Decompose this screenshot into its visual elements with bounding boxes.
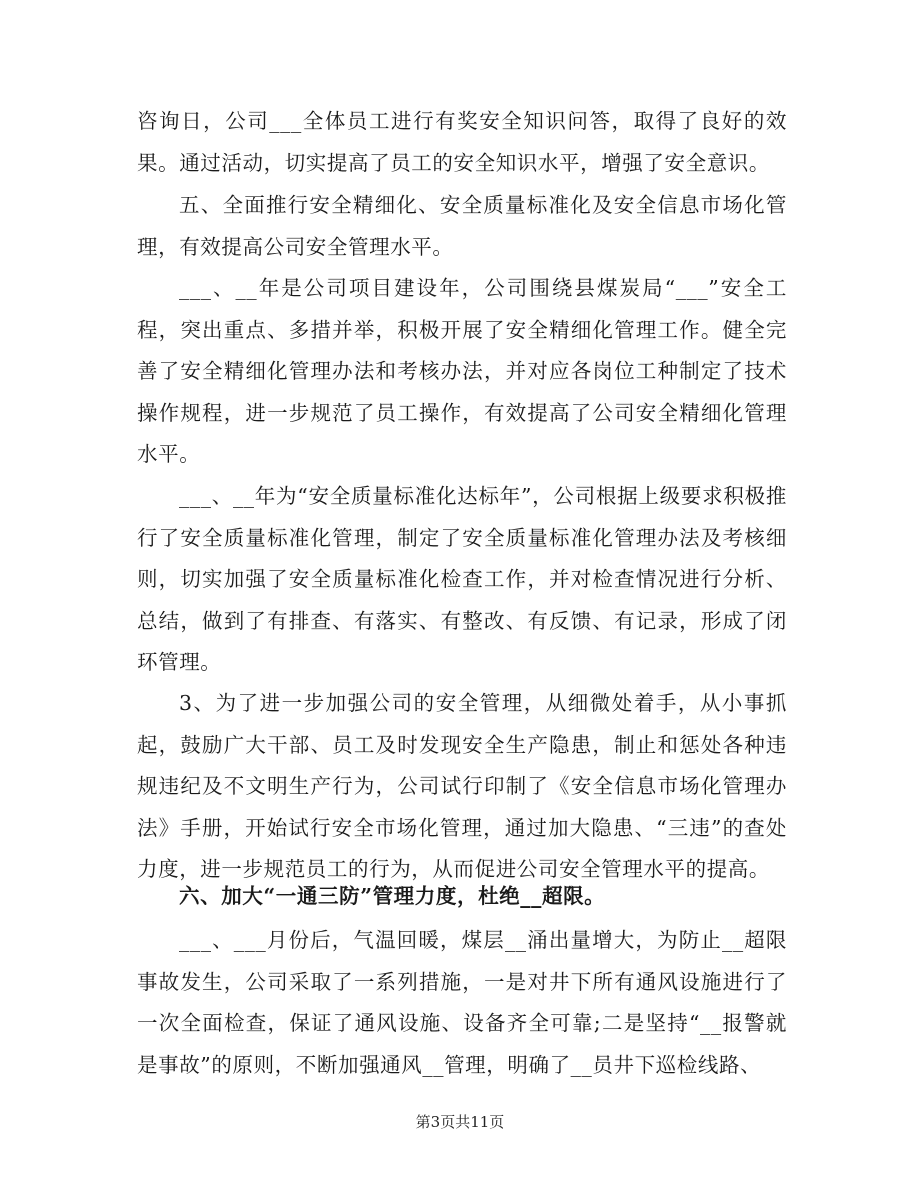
paragraph-3: ___、__年是公司项目建设年，公司围绕县煤炭局“___”安全工程，突出重点、多措并举，积极开展了安全精细化管理工作。健全完善了安全精细化管理办法和考核办法，并对应各岗位工种制定了技术操作规程，进一步规范了员工操作，有效提高了公司安全精细化管理水平。 bbox=[137, 276, 787, 466]
page-number-footer: 第3页共11页 bbox=[415, 1113, 505, 1131]
paragraph-1: 咨询日，公司___全体员工进行有奖安全知识问答，取得了良好的效果。通过活动，切实提高了员工的安全知识水平，增强了安全意识。 bbox=[137, 109, 787, 175]
paragraph-2-section-five-heading: 五、全面推行安全精细化、安全质量标准化及安全信息市场化管理，有效提高公司安全管理水平。 bbox=[137, 193, 787, 259]
paragraph-7: ___、___月份后，气温回暖，煤层__涌出量增大，为防止__超限事故发生，公司采取了一系列措施，一是对井下所有通风设施进行了一次全面检查，保证了通风设施、设备齐全可靠;二是坚持“__报警就是事故”的原则，不断加强通风__管理，明确了__员井下巡检线路、 bbox=[137, 928, 787, 1077]
paragraph-5: 3、为了进一步加强公司的安全管理，从细微处着手，从小事抓起，鼓励广大干部、员工及时发现安全生产隐患，制止和惩处各种违规违纪及不文明生产行为，公司试行印制了《安全信息市场化管理办法》手册，开始试行安全市场化管理，通过加大隐患、“三违”的查处力度，进一步规范员工的行为，从而促进公司安全管理水平的提高。 bbox=[137, 691, 787, 881]
paragraph-4: ___、__年为“安全质量标准化达标年”，公司根据上级要求积极推行了安全质量标准化管理，制定了安全质量标准化管理办法及考核细则，切实加强了安全质量标准化检查工作，并对检查情况进行分析、总结，做到了有排查、有落实、有整改、有反馈、有记录，形成了闭环管理。 bbox=[137, 484, 787, 674]
section-six-heading: 六、加大“一通三防”管理力度，杜绝__超限。 bbox=[179, 884, 606, 908]
